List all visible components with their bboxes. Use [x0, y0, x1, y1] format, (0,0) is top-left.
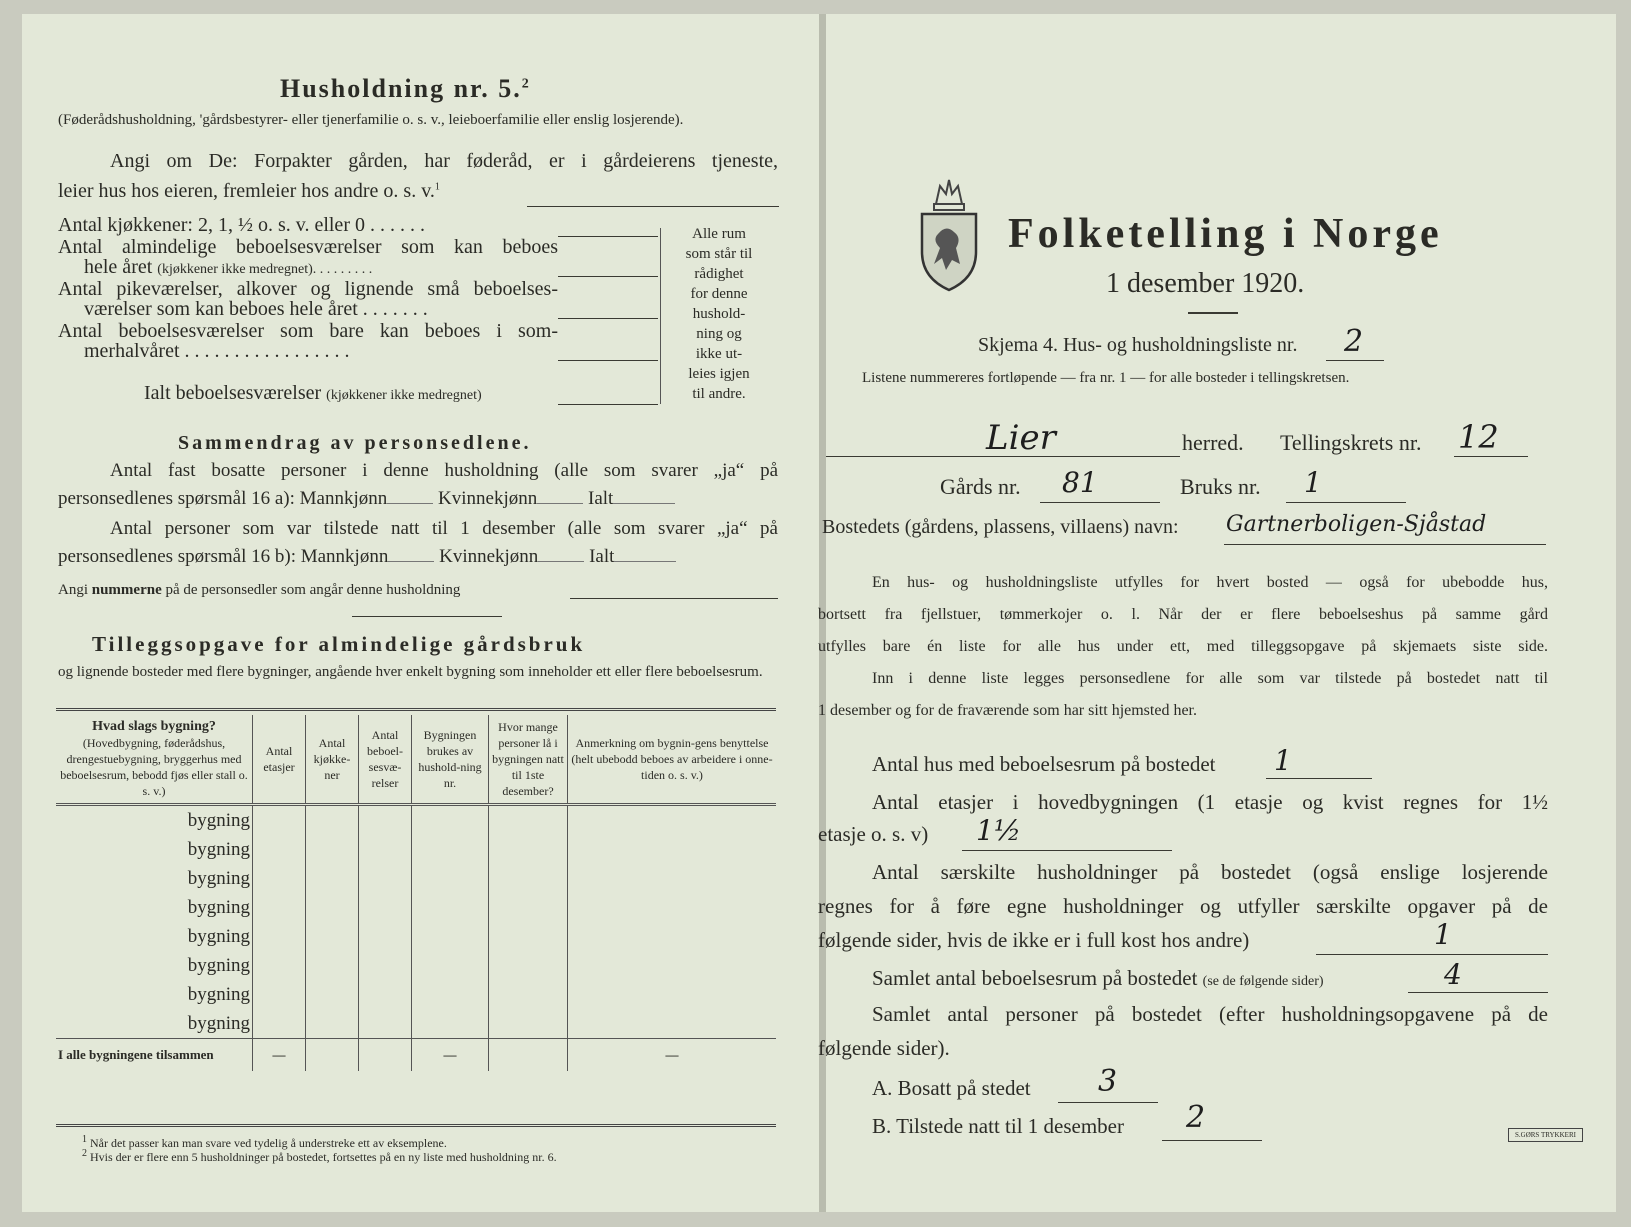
title-divider [1188, 312, 1238, 314]
tillegg-heading: Tilleggsopgave for almindelige gårdsbruk [92, 632, 586, 656]
q-hus: Antal hus med beboelsesrum på bostedet [872, 752, 1216, 776]
table-row [56, 951, 776, 980]
sammendrag-p1a: Antal fast bosatte personer i denne husholdning (alle som svarer „ja“ på [110, 460, 778, 481]
table-row [56, 835, 776, 864]
rooms-ordinary-b: hele året (kjøkkener ikke medregnet). . . . . . . . . [84, 256, 373, 278]
q-etasjer-field[interactable] [962, 850, 1172, 851]
angi-nummerne: Angi nummerne på de personsedler som angår denne husholdning [58, 582, 461, 598]
q-hush-a: Antal særskilte husholdninger på bostedet (også enslige losjerende [872, 860, 1548, 884]
a-label: A. Bosatt på stedet [872, 1076, 1031, 1100]
row-label: bygning [187, 838, 250, 860]
rooms-ordinary-a: Antal almindelige beboelsesværelser som kan beboes [58, 236, 558, 258]
section-divider [352, 616, 502, 617]
q-rom-value: 4 [1444, 958, 1462, 991]
table-row [56, 980, 776, 1009]
q-rom: Samlet antal beboelsesrum på bostedet (se de følgende sider) [872, 966, 1324, 990]
table-row [56, 922, 776, 951]
footnote-2: $^2$ Hvis der er flere enn 5 husholdninger på bostedet, fortsettes på en ny liste med husholdning nr. 6. [82, 1148, 557, 1164]
q-hus-field[interactable] [1266, 778, 1372, 779]
row-label: bygning [187, 925, 250, 947]
bosted-field[interactable] [1224, 544, 1546, 545]
row-label: bygning [187, 954, 250, 976]
col-persons: Hvor mange personer lå i bygningen natt til 1ste desember? [489, 715, 568, 805]
census-title: Folketelling i Norge [1008, 211, 1443, 257]
instruction-4: Inn i denne liste legges personsedlene for alle som var tilstede på bostedet natt til [872, 670, 1548, 687]
skjema-field[interactable] [1326, 360, 1384, 361]
table-row [56, 893, 776, 922]
gards-value: 81 [1062, 466, 1098, 499]
table-row [56, 805, 776, 836]
herred-label: herred. [1182, 430, 1244, 455]
bosted-value: Gartnerboligen-Sjåstad [1226, 512, 1487, 537]
footnote-1: $^1$ Når det passer kan man svare ved tydelig å understreke ett av eksemplene. [82, 1134, 447, 1150]
household-intro: (Føderådshusholdning, 'gårdsbestyrer- eller tjenerfamilie o. s. v., leieboerfamilie eller enslig losjerende). [58, 112, 684, 128]
instruction-5: 1 desember og for de fraværende som har sitt hjemsted her. [818, 702, 1197, 719]
question-living-1: Angi om De: Forpakter gården, har føderåd, er i gårdeierens tjeneste, [110, 150, 778, 172]
sum-label: I alle bygningene tilsammen [56, 1039, 253, 1072]
rooms-total-field[interactable] [558, 404, 658, 405]
krets-label: Tellingskrets nr. [1280, 430, 1422, 455]
q-etasjer-value: 1½ [976, 814, 1021, 847]
bruks-field[interactable] [1286, 502, 1406, 503]
rooms-total: Ialt beboelsesværelser (kjøkkener ikke medregnet) [144, 382, 482, 404]
q-etasjer-a: Antal etasjer i hovedbygningen (1 etasje og kvist regnes for 1½ [872, 790, 1548, 814]
tillegg-sub: og lignende bosteder med flere bygninger, angående hver enkelt bygning som inneholder ett eller flere beboelsesrum. [58, 664, 763, 680]
q-hush-value: 1 [1434, 918, 1452, 951]
q-hush-field[interactable] [1316, 954, 1548, 955]
right-page [818, 14, 1616, 1212]
sammendrag-p2a: Antal personer som var tilstede natt til 1 desember (alle som svarer „ja“ på [110, 518, 778, 539]
printer-stamp: S.GØRS TRYKKERI [1508, 1128, 1583, 1142]
rooms-summer-a: Antal beboelsesværelser som bare kan beboes i som- [58, 320, 558, 342]
a-field[interactable] [1058, 1102, 1158, 1103]
table-sum-row: I alle bygningene tilsammen — — — [56, 1039, 776, 1072]
left-page [22, 14, 822, 1212]
sammendrag-p1b: personsedlenes spørsmål 16 a): Mannkjønn Kvinnekjønn Ialt [58, 488, 675, 510]
angi-field[interactable] [570, 598, 778, 599]
coat-of-arms-icon [916, 174, 982, 292]
brace-icon [660, 228, 671, 404]
row-label: bygning [187, 896, 250, 918]
row-label: bygning [187, 983, 250, 1005]
row-label: bygning [187, 867, 250, 889]
q-rom-field[interactable] [1408, 992, 1548, 993]
buildings-table [56, 715, 776, 1071]
skjema-value: 2 [1344, 324, 1364, 359]
q-pers-a: Samlet antal personer på bostedet (efter husholdningsopgavene på de [872, 1002, 1548, 1026]
col-floors: Antal etasjer [253, 715, 306, 805]
bosted-label: Bostedets (gårdens, plassens, villaens) navn: [822, 516, 1179, 538]
col-rooms: Antal beboel-sesvæ-relser [359, 715, 412, 805]
table-bottom-rule [56, 1124, 776, 1127]
bruks-label: Bruks nr. [1180, 474, 1261, 499]
b-label: B. Tilstede natt til 1 desember [872, 1114, 1124, 1138]
small-rooms-field[interactable] [558, 318, 658, 319]
question-living-2: leier hus hos eieren, fremleier hos andre o. s. v.$^1$ [58, 180, 440, 202]
col-household-nr: Bygningen brukes av hushold-ning nr. [412, 715, 489, 805]
krets-field[interactable] [1454, 456, 1528, 457]
b-field[interactable] [1162, 1140, 1262, 1141]
col-remarks: Anmerkning om bygnin-gens benyttelse (helt ubebodd beboes av arbeidere i onne-tiden o. s. v.) [568, 715, 777, 805]
living-answer-line[interactable] [527, 206, 779, 207]
summer-rooms-field[interactable] [558, 360, 658, 361]
listene-note: Listene nummereres fortløpende — fra nr. 1 — for alle bosteder i tellingskretsen. [862, 370, 1350, 386]
row-label: bygning [187, 1012, 250, 1034]
rooms-summer-b: merhalvåret . . . . . . . . . . . . . . . . . [84, 340, 350, 362]
q-hush-c: følgende sider, hvis de ikke er i full kost hos andre) [818, 928, 1250, 952]
brace-note: Alle rum som står til rådighet for denne hushold- ning og ikke ut- leies igjen til andre. [685, 226, 753, 402]
herred-value: Lier [986, 418, 1056, 458]
skjema-label: Skjema 4. Hus- og husholdningsliste nr. [978, 334, 1298, 356]
q-hush-b: regnes for å føre egne husholdninger og utfyller særskilte opgaver på de [818, 894, 1548, 918]
col-kitchens: Antal kjøkke-ner [306, 715, 359, 805]
instruction-2: bortsett fra fjellstuer, tømmerkojer o. l. Når der er flere beboelseshus på samme gård [818, 606, 1548, 623]
table-row [56, 1009, 776, 1039]
b-value: 2 [1186, 1100, 1206, 1135]
row-label: bygning [187, 809, 250, 831]
bruks-value: 1 [1304, 466, 1322, 499]
krets-value: 12 [1458, 418, 1499, 456]
gards-field[interactable] [1040, 502, 1160, 503]
table-row [56, 864, 776, 893]
sammendrag-heading: Sammendrag av personsedlene. [178, 432, 532, 454]
sammendrag-p2b: personsedlenes spørsmål 16 b): Mannkjønn Kvinnekjønn Ialt [58, 546, 676, 568]
instruction-1: En hus- og husholdningsliste utfylles for hvert bosted — også for ubebodde hus, [872, 574, 1548, 591]
rooms-small-b: værelser som kan beboes hele året . . . . . . . [84, 298, 428, 320]
rooms-small-a: Antal pikeværelser, alkover og lignende små beboelses- [58, 278, 558, 300]
q-etasjer-b: etasje o. s. v) [818, 822, 929, 846]
table-top-rule [56, 708, 776, 711]
col-building-type: Hvad slags bygning? (Hovedbygning, føderådshus, drengestuebygning, bryggerhus med beboelsesrum, bebodd fjøs eller stall o. s. v.) [56, 715, 253, 805]
gards-label: Gårds nr. [940, 474, 1021, 499]
q-pers-b: følgende sider). [818, 1036, 950, 1060]
census-date: 1 desember 1920. [1106, 268, 1305, 299]
kitchens-field[interactable] [558, 236, 658, 237]
q-hus-value: 1 [1274, 744, 1292, 777]
household-title: Husholdning nr. 5.$^2$ [280, 74, 531, 103]
instruction-3: utfylles bare én liste for alle hus under ett, med tilleggsopgave på skjemaets siste side. [818, 638, 1548, 655]
rooms-kitchens: Antal kjøkkener: 2, 1, ½ o. s. v. eller 0 . . . . . . [58, 214, 425, 236]
a-value: 3 [1098, 1064, 1118, 1099]
ordinary-rooms-field[interactable] [558, 276, 658, 277]
